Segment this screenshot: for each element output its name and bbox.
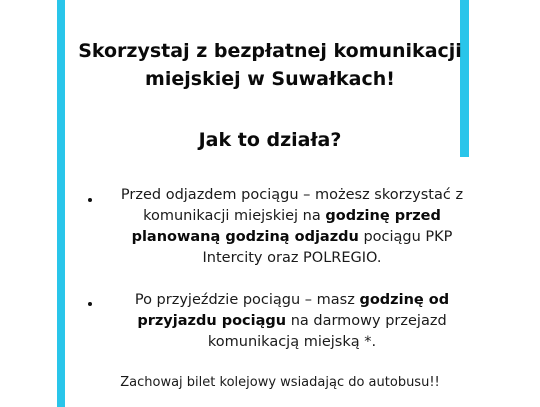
accent-bar-left [57,0,65,407]
bullet-1-line-3 [106,227,478,248]
bullet-2-line-1-bold: godzinę od [359,292,450,308]
bullet-1-text [106,185,478,269]
bullet-2-dot [88,302,92,306]
bullet-1-line-2-text: komunikacji miejskiej na [143,208,326,224]
bullet-2-line-1-text: Po przyjeździe pociągu – masz [134,292,360,308]
bullet-2-line-2-text: na darmowy przejazd [286,313,447,329]
bullet-2-text [106,290,478,353]
bullet-2-line-2-bold: przyjazdu pociągu [137,313,287,329]
headline-line-1: Skorzystaj z bezpłatnej komunikacji [78,40,462,62]
bullet-1-line-4: Intercity oraz POLREGIO. [202,250,382,266]
bullet-1-dot [88,198,92,202]
bullet-1-line-2-bold: godzinę przed [325,208,441,224]
bullet-2-line-1 [106,290,478,311]
bullet-1-line-1: Przed odjazdem pociągu – możesz skorzystać z [120,187,464,203]
bullet-1-line-2 [106,206,478,227]
bullet-1-line-3-text: pociągu PKP [358,229,453,245]
footnote: Zachowaj bilet kolejowy wsiadając do autobusu!! [120,375,440,390]
question-heading: Jak to działa? [198,129,342,151]
headline-line-2: miejskiej w Suwałkach! [145,68,395,90]
bullet-2-line-3: komunikacją miejską *. [207,334,377,350]
bullet-2-line-2 [106,311,478,332]
bullet-1-line-3-bold: planowaną godziną odjazdu [131,229,359,245]
main-headline [70,37,470,93]
